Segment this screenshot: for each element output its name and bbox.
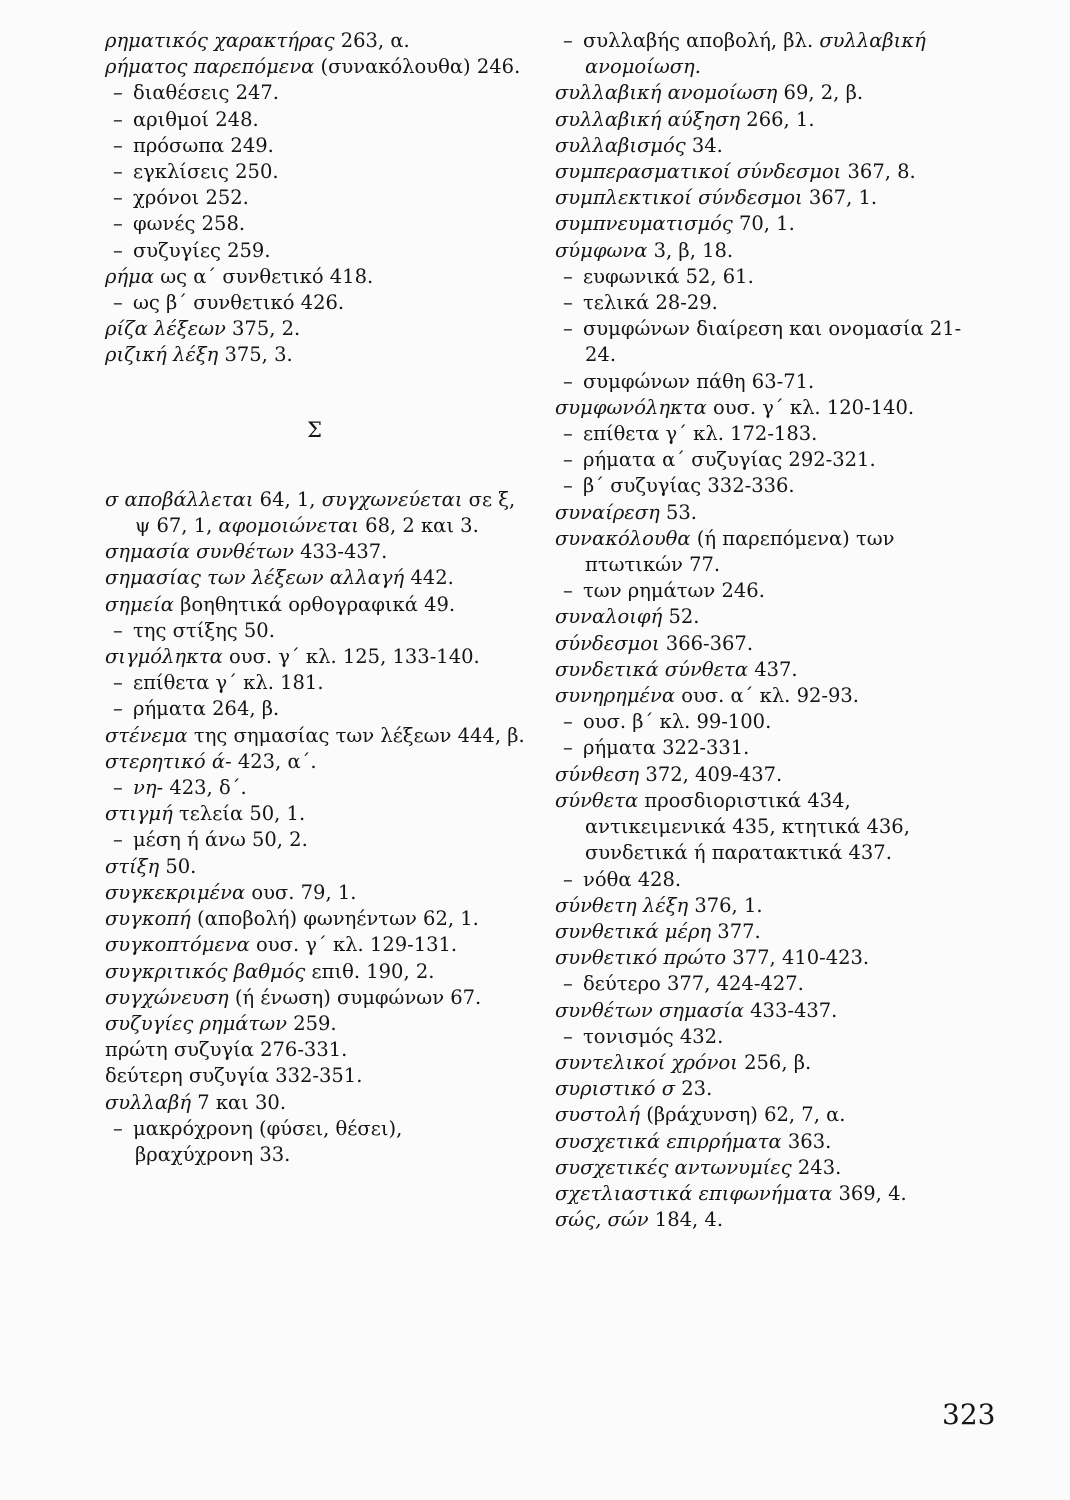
index-subentry	[555, 473, 975, 499]
index-subentry	[105, 827, 525, 853]
entry-text: επίθετα γ΄ κλ. 181.	[133, 671, 324, 695]
entry-text: (αποβολή) φωνηέντων 62, 1.	[190, 907, 479, 931]
entry-text: συμφώνων πάθη 63-71.	[583, 369, 815, 393]
index-entry	[555, 1181, 975, 1207]
subentry-dash: –	[563, 710, 573, 734]
entry-term: συγκοπτόμενα	[105, 933, 250, 957]
entry-term: συζυγίες ρημάτων	[105, 1011, 288, 1035]
index-entry	[555, 1102, 975, 1128]
index-entry	[555, 1050, 975, 1076]
subentry-dash: –	[563, 422, 573, 446]
entry-term: συγχωνεύεται	[321, 487, 463, 511]
entry-text: δεύτερη συζυγία 332-351.	[105, 1064, 363, 1088]
entry-term: σχετλιαστικά επιφωνήματα	[555, 1181, 833, 1205]
entry-text: επίθετα γ΄ κλ. 172-183.	[583, 422, 818, 446]
entry-text: 377.	[711, 919, 761, 943]
entry-text: βοηθητικά ορθογραφικά 49.	[173, 592, 456, 616]
entry-text: 64, 1,	[253, 487, 322, 511]
entry-term: συνηρημένα	[555, 684, 676, 708]
entry-term: αφομοιώνεται	[218, 514, 359, 538]
entry-text: νόθα 428.	[583, 867, 682, 891]
entry-text: ουσ. γ΄ κλ. 120-140.	[706, 395, 915, 419]
entry-text: ρήματα α΄ συζυγίας 292-321.	[583, 448, 876, 472]
entry-text: δεύτερο 377, 424-427.	[583, 972, 804, 996]
index-entry	[105, 801, 525, 827]
entry-text: ουσ. γ΄ κλ. 125, 133-140.	[222, 645, 480, 669]
entry-term: συσχετικά επιρρήματα	[555, 1129, 782, 1153]
entry-term: συναίρεση	[555, 500, 660, 524]
subentry-dash: –	[113, 671, 123, 695]
entry-term: συγκριτικός βαθμός	[105, 959, 306, 983]
index-entry	[555, 631, 975, 657]
index-subentry	[555, 709, 975, 735]
subentry-dash: –	[113, 81, 123, 105]
index-entry	[555, 1076, 975, 1102]
subentry-dash: –	[563, 317, 573, 341]
entry-text: τελεία 50, 1.	[172, 802, 306, 826]
entry-term: συνθετικά μέρη	[555, 919, 712, 943]
index-entry	[105, 723, 525, 749]
entry-text: 7 και 30.	[191, 1090, 287, 1114]
entry-text: 23.	[675, 1077, 713, 1101]
index-entry	[555, 604, 975, 630]
entry-text: πρόσωπα 249.	[133, 133, 274, 157]
index-entry	[555, 159, 975, 185]
index-subentry	[105, 1116, 525, 1168]
entry-text: 423, δ΄.	[163, 776, 247, 800]
index-subentry	[105, 775, 525, 801]
subentry-dash: –	[113, 160, 123, 184]
entry-text: 3, β, 18.	[647, 238, 734, 262]
entry-text: 52.	[662, 605, 700, 629]
entry-text: 376, 1.	[688, 893, 763, 917]
index-entry	[555, 107, 975, 133]
index-entry	[555, 211, 975, 237]
entry-term: συμπερασματικοί σύνδεσμοι	[555, 160, 842, 184]
entry-text: συμφώνων διαίρεση και ονομασία 21-24.	[583, 317, 962, 367]
index-entry	[105, 539, 525, 565]
index-entry	[555, 919, 975, 945]
subentry-dash: –	[563, 291, 573, 315]
index-entry	[555, 185, 975, 211]
subentry-dash: –	[563, 264, 573, 288]
entry-text: της σημασίας των λέξεων 444, β.	[187, 723, 525, 747]
entry-text: μέση ή άνω 50, 2.	[133, 828, 308, 852]
subentry-dash: –	[563, 867, 573, 891]
index-subentry	[555, 369, 975, 395]
entry-term: συμπλεκτικοί σύνδεσμοι	[555, 186, 803, 210]
index-entry	[105, 54, 525, 80]
index-entry	[555, 683, 975, 709]
subentry-dash: –	[113, 212, 123, 236]
entry-term: συνθέτων σημασία	[555, 998, 744, 1022]
entry-text: (συνακόλουθα) 246.	[314, 55, 521, 79]
index-entry	[555, 395, 975, 421]
entry-term: συσχετικές αντωνυμίες	[555, 1155, 792, 1179]
entry-text: βλ.	[777, 29, 820, 52]
entry-text: ουσ. γ΄ κλ. 129-131.	[249, 933, 458, 957]
entry-text: τονισμός 432.	[583, 1024, 724, 1048]
entry-term: συγκεκριμένα	[105, 880, 246, 904]
entry-term: στένεμα	[105, 723, 188, 747]
entry-text: 437.	[748, 657, 798, 681]
entry-term: συναλοιφή	[555, 605, 663, 629]
entry-text: εγκλίσεις 250.	[133, 160, 279, 184]
entry-text: 68, 2 και 3.	[358, 514, 479, 538]
index-entry	[105, 880, 525, 906]
index-entry	[105, 1037, 525, 1063]
index-subentry	[105, 670, 525, 696]
entry-text: 367, 1.	[802, 186, 878, 210]
entry-text: 50.	[159, 854, 197, 878]
index-subentry	[105, 107, 525, 133]
entry-term: συγκοπή	[105, 907, 191, 931]
entry-text: 372, 409-437.	[639, 762, 783, 786]
left-column	[105, 28, 525, 1168]
index-entry	[105, 316, 525, 342]
entry-text: (ή παρεπόμενα) των πτωτικών 77.	[585, 526, 895, 577]
entry-text: 367, 8.	[841, 160, 916, 184]
entry-text: προσδιοριστικά 434, αντικειμενικά 435, κτητικά 436, συνδετικά ή παρατακτικά 437.	[585, 788, 910, 865]
index-subentry	[105, 696, 525, 722]
index-entry	[555, 1155, 975, 1181]
entry-text: ρήματα 264, β.	[133, 697, 280, 721]
index-entry	[105, 592, 525, 618]
index-subentry	[555, 735, 975, 761]
subentry-dash: –	[113, 107, 123, 131]
entry-term: συντελικοί χρόνοι	[555, 1050, 738, 1074]
entry-term: συλλαβική ανομοίωση	[555, 81, 778, 105]
index-entry	[105, 28, 525, 54]
entry-text: 53.	[659, 500, 697, 524]
entry-term: συνακόλουθα	[555, 526, 691, 550]
entry-term: σύνθεση	[555, 762, 640, 786]
entry-text: ρήματα 322-331.	[583, 736, 750, 760]
subentry-dash: –	[113, 828, 123, 852]
index-entry	[555, 238, 975, 264]
index-subentry	[555, 28, 975, 80]
subentry-dash: –	[563, 736, 573, 760]
index-entry	[555, 526, 975, 578]
index-subentry	[105, 159, 525, 185]
subentry-dash: –	[563, 369, 573, 393]
index-entry	[555, 80, 975, 106]
index-entry	[105, 854, 525, 880]
index-subentry	[555, 421, 975, 447]
subentry-dash: –	[113, 1116, 123, 1140]
entry-term: ρήματος παρεπόμενα	[105, 55, 315, 79]
entry-text: τελικά 28-29.	[583, 291, 718, 315]
entry-text: διαθέσεις 247.	[133, 81, 279, 105]
entry-text: φωνές 258.	[133, 212, 246, 236]
entry-term: συστολή	[555, 1103, 641, 1127]
entry-text: μακρόχρονη (φύσει, θέσει), βραχύχρονη 33.	[133, 1116, 403, 1166]
entry-text: 377, 410-423.	[726, 946, 870, 970]
entry-text: της στίξης 50.	[133, 618, 275, 642]
index-entry	[105, 487, 525, 539]
index-entry	[555, 998, 975, 1024]
entry-text: ουσ. 79, 1.	[245, 880, 357, 904]
entry-term: συμπνευματισμός	[555, 212, 733, 236]
entry-term: σύμφωνα	[555, 238, 648, 262]
index-entry	[555, 133, 975, 159]
index-entry	[555, 500, 975, 526]
entry-term: στίξη	[105, 854, 160, 878]
entry-text: πρώτη συζυγία 276-331.	[105, 1038, 348, 1062]
entry-term: συριστικό σ	[555, 1077, 676, 1101]
entry-text: 369, 4.	[832, 1181, 907, 1205]
index-subentry	[555, 1024, 975, 1050]
subentry-dash: –	[563, 579, 573, 603]
left-entries-after-letter	[105, 487, 525, 1168]
entry-text: ουσ. β΄ κλ. 99-100.	[583, 710, 772, 734]
entry-text: 184, 4.	[648, 1208, 724, 1232]
entry-term: συλλαβισμός	[555, 133, 686, 157]
index-subentry	[555, 867, 975, 893]
entry-text: 423, α΄.	[231, 749, 317, 773]
subentry-dash: –	[563, 1024, 573, 1048]
entry-text: 70, 1.	[732, 212, 795, 236]
entry-term: συνδετικά σύνθετα	[555, 657, 748, 681]
entry-text: 442.	[404, 566, 454, 590]
subentry-dash: –	[113, 291, 123, 315]
entry-text: 259.	[287, 1011, 337, 1035]
entry-term: ρήμα	[105, 264, 154, 288]
entry-text: (βράχυνση) 62, 7, α.	[640, 1103, 846, 1127]
subentry-dash: –	[563, 29, 573, 52]
index-entry	[105, 342, 525, 368]
subentry-dash: –	[563, 448, 573, 472]
entry-term: σύνδεσμοι	[555, 631, 660, 655]
entry-text: σε ξ, ψ 67, 1,	[135, 487, 516, 538]
index-entry	[555, 945, 975, 971]
entry-text: ουσ. α΄ κλ. 92-93.	[675, 684, 859, 708]
index-entry	[555, 1129, 975, 1155]
entry-text: 256, β.	[737, 1050, 812, 1074]
entry-term: συλλαβή	[105, 1090, 192, 1114]
index-entry	[555, 893, 975, 919]
index-subentry	[105, 290, 525, 316]
entry-text: 366-367.	[659, 631, 754, 655]
subentry-dash: –	[113, 618, 123, 642]
entry-term: συλλαβική αύξηση	[555, 107, 741, 131]
index-subentry	[105, 80, 525, 106]
index-entry	[555, 1207, 975, 1233]
subentry-dash: –	[113, 776, 123, 800]
subentry-dash: –	[563, 474, 573, 498]
entry-term: συμφωνόληκτα	[555, 395, 707, 419]
entry-term: σ αποβάλλεται	[105, 487, 254, 511]
index-subentry	[555, 290, 975, 316]
index-entry	[105, 959, 525, 985]
entry-term: στερητικό ά-	[105, 749, 232, 773]
index-entry	[105, 932, 525, 958]
index-entry	[105, 1011, 525, 1037]
subentry-dash: –	[563, 972, 573, 996]
index-subentry	[105, 618, 525, 644]
entry-term: σημεία	[105, 592, 174, 616]
entry-text: β΄ συζυγίας 332-336.	[583, 474, 795, 498]
index-subentry	[555, 447, 975, 473]
entry-term: συνθετικό πρώτο	[555, 946, 727, 970]
index-entry	[555, 788, 975, 867]
entry-text: ως β΄ συνθετικό 426.	[133, 291, 345, 315]
entry-term: σημασίας των λέξεων αλλαγή	[105, 566, 405, 590]
section-letter: Σ	[307, 417, 323, 442]
index-subentry	[555, 971, 975, 997]
entry-term: συγχώνευση	[105, 985, 229, 1009]
entry-text: ευφωνικά 52, 61.	[583, 264, 754, 288]
entry-term: ρίζα λέξεων	[105, 317, 226, 341]
entry-term: στιγμή	[105, 802, 173, 826]
entry-text: επιθ. 190, 2.	[305, 959, 435, 983]
entry-term: σημασία συνθέτων	[105, 540, 294, 564]
index-entry	[105, 1090, 525, 1116]
index-entry	[555, 657, 975, 683]
entry-text: 69, 2, β.	[777, 81, 864, 105]
entry-term: σύνθετα	[555, 788, 639, 812]
entry-term: συλλαβική ανομοίωση.	[585, 29, 926, 79]
entry-text: 363.	[781, 1129, 832, 1153]
index-entry	[105, 264, 525, 290]
entry-text: συλλαβής αποβολή,	[583, 29, 778, 52]
subentry-dash: –	[113, 697, 123, 721]
entry-text: 433-437.	[293, 540, 388, 564]
subentry-dash: –	[113, 133, 123, 157]
subentry-dash: –	[113, 186, 123, 210]
index-entry	[105, 565, 525, 591]
entry-text: 375, 3.	[218, 343, 293, 367]
page-number: 323	[942, 1398, 996, 1431]
entry-text: (ή ένωση) συμφώνων 67.	[228, 985, 482, 1009]
index-subentry	[555, 316, 975, 368]
index-subentry	[105, 238, 525, 264]
index-subentry	[105, 211, 525, 237]
entry-term: σύνθετη λέξη	[555, 893, 689, 917]
index-subentry	[105, 133, 525, 159]
index-entry	[105, 906, 525, 932]
right-column	[555, 28, 975, 1233]
index-entry	[555, 762, 975, 788]
index-entry	[105, 749, 525, 775]
index-subentry	[105, 185, 525, 211]
entry-text: 243.	[791, 1155, 842, 1179]
index-subentry	[555, 578, 975, 604]
entry-text: των ρημάτων 246.	[583, 579, 765, 603]
index-subentry	[555, 264, 975, 290]
entry-text: 433-437.	[743, 998, 838, 1022]
right-entries	[555, 28, 975, 1233]
entry-text: αριθμοί 248.	[133, 107, 259, 131]
entry-term: νη-	[133, 776, 164, 800]
entry-text: 263, α.	[334, 29, 410, 52]
entry-text: 375, 2.	[225, 317, 301, 341]
entry-text: χρόνοι 252.	[133, 186, 249, 210]
entry-text: 266, 1.	[740, 107, 815, 131]
left-entries-before-letter	[105, 28, 525, 369]
entry-term: ρηματικός χαρακτήρας	[105, 29, 335, 52]
entry-term: ριζική λέξη	[105, 343, 219, 367]
entry-term: σιγμόληκτα	[105, 645, 223, 669]
entry-text: συζυγίες 259.	[133, 238, 271, 262]
entry-term: σώς, σών	[555, 1208, 649, 1232]
entry-text: 34.	[685, 133, 723, 157]
index-entry	[105, 985, 525, 1011]
subentry-dash: –	[113, 238, 123, 262]
index-entry	[105, 1063, 525, 1089]
index-entry	[105, 644, 525, 670]
entry-text: ως α΄ συνθετικό 418.	[154, 264, 374, 288]
